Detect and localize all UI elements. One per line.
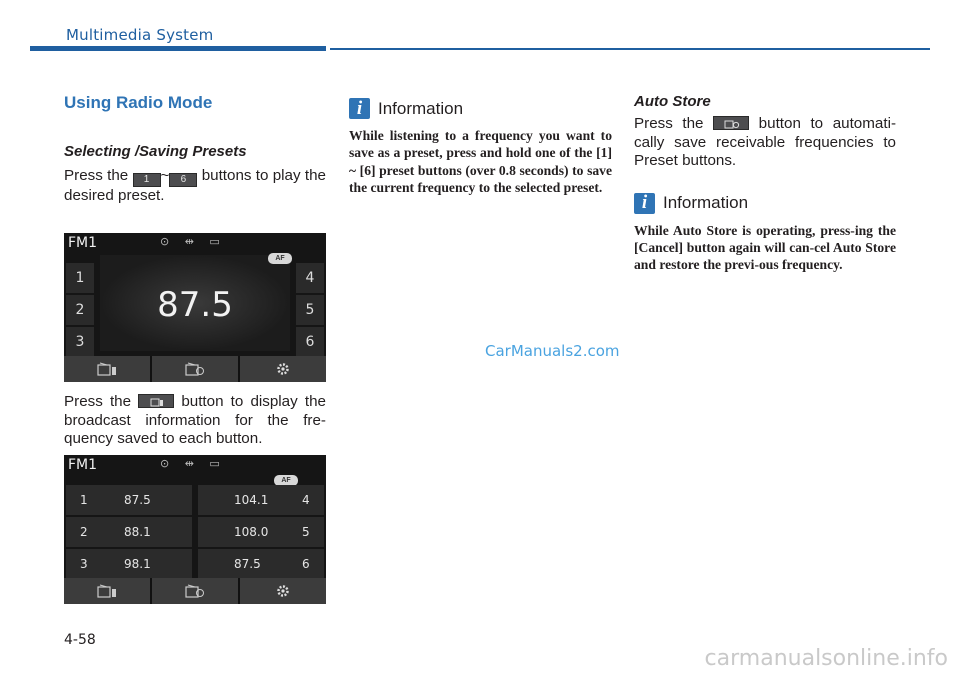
preset-number: 1 — [80, 493, 88, 507]
preset-number: 4 — [302, 493, 310, 507]
page-number: 4-58 — [64, 632, 96, 648]
info-icon: i — [634, 193, 655, 214]
preset-number: 2 — [80, 525, 88, 539]
preset-number: 6 — [302, 557, 310, 571]
text-fragment: button to automati-cally save receivable frequencies to Preset buttons. — [634, 115, 897, 169]
radio-info-icon — [97, 362, 117, 376]
preset-paragraph — [64, 167, 326, 206]
preset-button-2[interactable]: 2 — [66, 295, 94, 325]
radio-info-button[interactable] — [64, 356, 150, 382]
preset-button-6[interactable]: 6 — [296, 327, 324, 357]
section-title: Using Radio Mode — [64, 93, 213, 112]
column-right — [634, 93, 896, 273]
current-frequency: 87.5 — [157, 285, 233, 325]
info-text: While Auto Store is operating, press-ing the [Cancel] button again will can-cel Auto Store and restore the previ-ous frequency. — [634, 222, 896, 273]
preset-list-item-5[interactable] — [198, 517, 324, 547]
auto-store-icon — [185, 362, 205, 376]
settings-button[interactable] — [240, 356, 326, 382]
preset-frequency: 87.5 — [124, 493, 151, 507]
preset-frequency: 98.1 — [124, 557, 151, 571]
header-rule-thin — [330, 48, 930, 50]
preset-frequency: 104.1 — [234, 493, 269, 507]
preset-frequency: 88.1 — [124, 525, 151, 539]
info-header — [634, 193, 896, 214]
text-fragment: ~ — [160, 167, 170, 184]
band-label: FM1 — [68, 457, 98, 473]
preset-list-item-4[interactable] — [198, 485, 324, 515]
preset-number: 3 — [80, 557, 88, 571]
info-icon: i — [349, 98, 370, 119]
text-fragment: button to display the broadcast information for the fre-quency saved to each button. — [64, 393, 326, 447]
bottom-toolbar — [64, 578, 326, 604]
radio-info-icon — [97, 584, 117, 598]
status-icons: ⊙ ⇹ ▭ — [160, 457, 226, 470]
preset-6-button-icon: 6 — [169, 173, 197, 187]
preset-button-5[interactable]: 5 — [296, 295, 324, 325]
subsection-title: Selecting /Saving Presets — [64, 143, 247, 160]
band-label: FM1 — [68, 235, 98, 251]
af-badge: AF — [268, 253, 292, 264]
preset-list-item-3[interactable] — [66, 549, 192, 579]
text-fragment: Press the — [64, 167, 129, 184]
status-icons: ⊙ ⇹ ▭ — [160, 235, 226, 248]
radio-info-button[interactable] — [64, 578, 150, 604]
bottom-toolbar — [64, 356, 326, 382]
settings-icon — [276, 362, 290, 376]
text-fragment: Press the — [64, 393, 132, 410]
header-rule-thick — [30, 46, 326, 51]
preset-list-item-1[interactable] — [66, 485, 192, 515]
section-header: Multimedia System — [66, 26, 214, 44]
preset-button-1[interactable]: 1 — [66, 263, 94, 293]
auto-store-button-icon — [713, 116, 749, 130]
preset-frequency: 87.5 — [234, 557, 261, 571]
preset-button-4[interactable]: 4 — [296, 263, 324, 293]
settings-icon — [276, 584, 290, 598]
column-left — [64, 93, 326, 206]
auto-store-paragraph — [634, 115, 896, 171]
info-text: While listening to a frequency you want to save as a preset, press and hold one of the [1] ~ [6] preset buttons (over 0.8 seconds) to save the current frequency to the selected preset. — [349, 128, 612, 195]
column-middle — [349, 98, 612, 196]
text-fragment: buttons to play the desired preset. — [64, 167, 326, 204]
preset-1-button-icon: 1 — [133, 173, 161, 187]
af-badge: AF — [274, 475, 298, 486]
info-title: Information — [663, 193, 749, 212]
auto-store-icon — [185, 584, 205, 598]
settings-button[interactable] — [240, 578, 326, 604]
radio-screen-preset — [64, 233, 326, 382]
text-fragment: Press the — [634, 115, 704, 132]
preset-list-item-2[interactable] — [66, 517, 192, 547]
footer-watermark: carmanualsonline.info — [704, 646, 948, 671]
preset-list-item-6[interactable] — [198, 549, 324, 579]
radio-screen-list — [64, 455, 326, 604]
info-paragraph — [64, 393, 326, 449]
auto-store-button[interactable] — [152, 578, 238, 604]
radio-info-button-icon — [138, 394, 174, 408]
auto-store-button[interactable] — [152, 356, 238, 382]
preset-number: 5 — [302, 525, 310, 539]
preset-button-3[interactable]: 3 — [66, 327, 94, 357]
subsection-title: Auto Store — [634, 93, 711, 110]
info-header — [349, 98, 612, 119]
info-title: Information — [378, 98, 464, 118]
watermark: CarManuals2.com — [485, 342, 620, 360]
preset-frequency: 108.0 — [234, 525, 269, 539]
